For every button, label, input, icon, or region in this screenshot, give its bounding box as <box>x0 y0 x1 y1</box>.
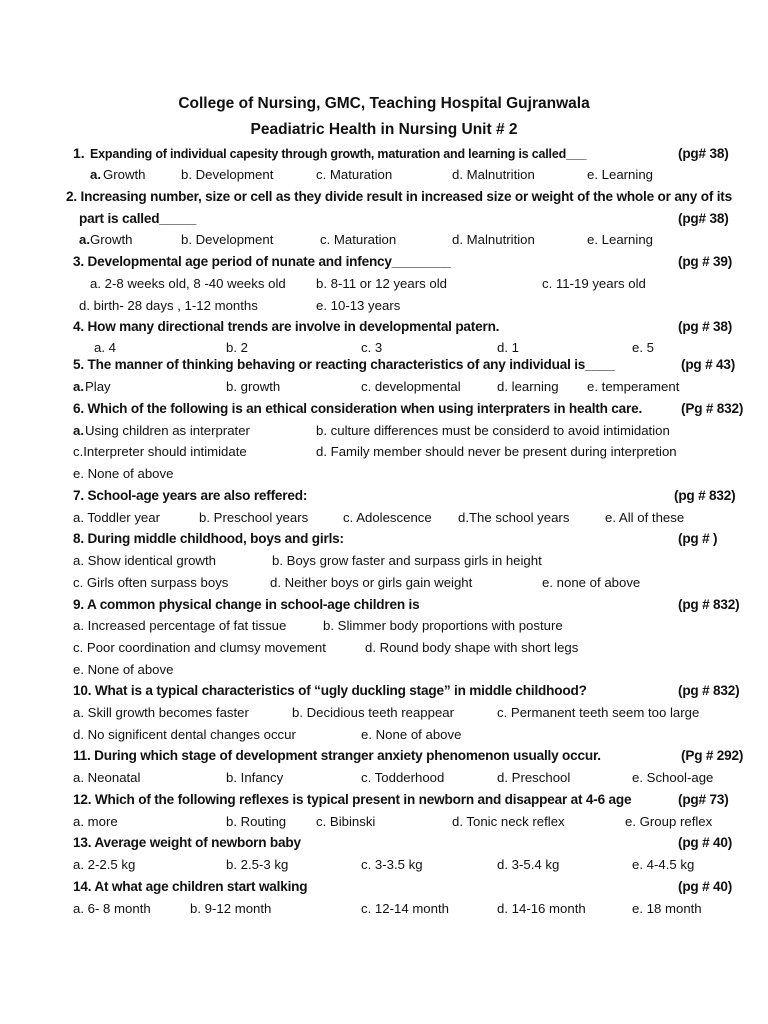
option-letter: a. <box>73 379 84 394</box>
page-reference: (pg # 40) <box>678 879 733 894</box>
option-a: a. Neonatal <box>73 770 141 785</box>
option-e: e. none of above <box>542 575 641 590</box>
option-c: c.Interpreter should intimidate <box>73 444 247 459</box>
option-b: b. 9-12 month <box>190 901 272 916</box>
page-reference: (pg # 832) <box>674 488 736 503</box>
option-b: b. growth <box>226 379 281 394</box>
page-reference: (Pg # 292) <box>681 748 744 763</box>
question-text: 9. A common physical change in school-age children is <box>73 597 420 612</box>
option-d: d. No significent dental changes occur <box>73 727 296 742</box>
option-b: b. 2.5-3 kg <box>226 857 289 872</box>
option-b: b. Development <box>181 232 274 247</box>
page-reference: (pg # 832) <box>678 597 740 612</box>
option-b: b. 8-11 or 12 years old <box>316 276 447 291</box>
option-c: c. 11-19 years old <box>542 276 646 291</box>
option-e: e. Learning <box>587 232 653 247</box>
question-text: 13. Average weight of newborn baby <box>73 835 301 850</box>
question-text: 11. During which stage of development stranger anxiety phenomenon usually occur. <box>73 748 601 763</box>
option-d: d. 14-16 month <box>497 901 586 916</box>
option-d: d. Tonic neck reflex <box>452 814 565 829</box>
document-subtitle: Peadiatric Health in Nursing Unit # 2 <box>250 121 518 138</box>
page-reference: (pg # ) <box>678 531 718 546</box>
option-d: d. 1 <box>497 340 519 355</box>
option-e: e. temperament <box>587 379 680 394</box>
option-e: e. Group reflex <box>625 814 713 829</box>
option-a: a. 2-8 weeks old, 8 -40 weeks old <box>90 276 286 291</box>
option-c: c. 12-14 month <box>361 901 449 916</box>
question-text: 2. Increasing number, size or cell as they divide result in increased size or weight of the whole or any of its <box>66 189 732 204</box>
page-reference: (pg # 832) <box>678 683 740 698</box>
option-c: c. Todderhood <box>361 770 445 785</box>
option-e: e. 4-4.5 kg <box>632 857 695 872</box>
option-a: a. 6- 8 month <box>73 901 151 916</box>
option-b: b. culture differences must be considerd to avoid intimidation <box>316 423 670 438</box>
page-reference: (Pg # 832) <box>681 401 744 416</box>
option-e: e. 10-13 years <box>316 298 401 313</box>
option-a: Using children as interprater <box>85 423 250 438</box>
page-reference: (pg# 73) <box>678 792 729 807</box>
option-c: c. Permanent teeth seem too large <box>497 705 700 720</box>
option-b: b. Infancy <box>226 770 284 785</box>
option-d: d. Neither boys or girls gain weight <box>270 575 473 590</box>
option-d: d. Round body shape with short legs <box>365 640 579 655</box>
option-e: e. 5 <box>632 340 654 355</box>
option-e: e. Learning <box>587 167 653 182</box>
option-d: d. Malnutrition <box>452 167 535 182</box>
question-text: 14. At what age children start walking <box>73 879 308 894</box>
page-reference: (pg# 38) <box>678 211 729 226</box>
option-b: b. Slimmer body proportions with posture <box>323 618 563 633</box>
option-b: b. 2 <box>226 340 248 355</box>
option-a: a. 4 <box>94 340 116 355</box>
document-title: College of Nursing, GMC, Teaching Hospital Gujranwala <box>178 95 590 112</box>
question-text: 4. How many directional trends are involve in developmental patern. <box>73 319 500 334</box>
question-text-continued: part is called_____ <box>79 211 197 226</box>
option-c: c. 3-3.5 kg <box>361 857 423 872</box>
question-text: 8. During middle childhood, boys and girls: <box>73 531 344 546</box>
option-c: c. Girls often surpass boys <box>73 575 229 590</box>
question-text: 12. Which of the following reflexes is typical present in newborn and disappear at 4-6 age <box>73 792 632 807</box>
option-e: e. School-age <box>632 770 714 785</box>
option-c: c. 3 <box>361 340 383 355</box>
option-e: e. 18 month <box>632 901 702 916</box>
option-letter: a. <box>90 167 101 182</box>
option-d: d. Malnutrition <box>452 232 535 247</box>
option-d: d. birth- 28 days , 1-12 months <box>79 298 258 313</box>
option-e: e. None of above <box>361 727 462 742</box>
option-e: e. None of above <box>73 662 174 677</box>
option-a: a. 2-2.5 kg <box>73 857 136 872</box>
option-d: d. learning <box>497 379 559 394</box>
option-a: Play <box>85 379 111 394</box>
page-reference: (pg # 43) <box>681 357 736 372</box>
option-c: c. developmental <box>361 379 461 394</box>
option-b: b. Decidious teeth reappear <box>292 705 455 720</box>
option-c: c. Poor coordination and clumsy movement <box>73 640 326 655</box>
option-c: c. Maturation <box>316 167 393 182</box>
question-text: 7. School-age years are also reffered: <box>73 488 308 503</box>
option-b: b. Development <box>181 167 274 182</box>
option-a: a. Increased percentage of fat tissue <box>73 618 287 633</box>
option-a: a. Toddler year <box>73 510 160 525</box>
question-text: 10. What is a typical characteristics of “ugly duckling stage” in middle childhood? <box>73 683 587 698</box>
question-text: 5. The manner of thinking behaving or reacting characteristics of any individual is____ <box>73 357 615 372</box>
option-a: Growth <box>103 167 146 182</box>
option-e: e. All of these <box>605 510 685 525</box>
option-letter: a. <box>73 423 84 438</box>
option-a: a. Show identical growth <box>73 553 216 568</box>
option-a: a. Skill growth becomes faster <box>73 705 249 720</box>
option-a: a. more <box>73 814 118 829</box>
option-d: d. 3-5.4 kg <box>497 857 560 872</box>
page-reference: (pg # 38) <box>678 319 733 334</box>
page-reference: (pg # 40) <box>678 835 733 850</box>
option-a: Growth <box>90 232 133 247</box>
option-b: b. Preschool years <box>199 510 309 525</box>
question-number: 1. <box>73 145 85 161</box>
option-b: b. Boys grow faster and surpass girls in height <box>272 553 542 568</box>
question-text: Expanding of individual capesity through growth, maturation and learning is called___ <box>90 147 587 161</box>
option-d: d.The school years <box>458 510 570 525</box>
question-text: 3. Developmental age period of nunate and infency________ <box>73 254 451 269</box>
page-reference: (pg # 39) <box>678 254 733 269</box>
option-d: d. Preschool <box>497 770 571 785</box>
option-letter: a. <box>79 232 90 247</box>
option-e: e. None of above <box>73 466 174 481</box>
option-c: c. Maturation <box>320 232 397 247</box>
question-text: 6. Which of the following is an ethical consideration when using interpraters in health care. <box>73 401 643 416</box>
page-reference: (pg# 38) <box>678 146 729 161</box>
option-c: c. Bibinski <box>316 814 376 829</box>
option-d: d. Family member should never be present during interpretion <box>316 444 677 459</box>
option-b: b. Routing <box>226 814 287 829</box>
option-c: c. Adolescence <box>343 510 432 525</box>
